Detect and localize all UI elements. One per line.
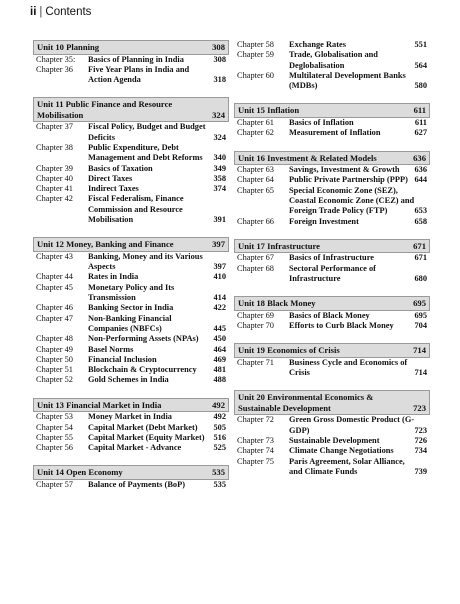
chapter-label: Chapter 48	[36, 334, 73, 344]
chapter-entry[interactable]	[33, 314, 229, 335]
unit-title: Unit 15 Inflation	[238, 105, 300, 116]
chapter-page: 488	[213, 375, 226, 385]
chapter-entry[interactable]	[33, 194, 229, 225]
chapter-label: Chapter 45	[36, 282, 73, 292]
chapter-entry[interactable]	[33, 164, 229, 174]
toc-unit	[234, 343, 430, 378]
unit-page: 695	[413, 298, 426, 309]
chapter-label: Chapter 35:	[36, 54, 76, 64]
chapter-entry[interactable]	[234, 71, 430, 92]
chapter-title: Non-Banking Financial Companies (NBFCs)	[88, 313, 172, 333]
chapter-title: Rates in India	[88, 272, 139, 282]
chapter-entry[interactable]	[234, 175, 430, 185]
chapter-entry[interactable]	[234, 311, 430, 321]
chapter-label: Chapter 64	[237, 175, 274, 185]
chapter-entry[interactable]	[234, 457, 430, 478]
unit-page: 324	[212, 109, 225, 120]
toc-unit	[33, 40, 229, 85]
chapter-page: 580	[414, 81, 427, 91]
chapter-page: 704	[414, 321, 427, 331]
chapter-title: Sectoral Performance of Infrastructure	[289, 263, 376, 283]
unit-title: Unit 13 Financial Market in India	[37, 399, 162, 410]
unit-heading[interactable]	[234, 151, 430, 166]
chapter-label: Chapter 52	[36, 375, 73, 385]
chapter-title: Basics of Taxation	[88, 163, 153, 173]
unit-title: Unit 10 Planning	[37, 42, 100, 52]
chapter-page: 422	[213, 303, 226, 313]
header-title: Contents	[45, 6, 92, 18]
chapter-entry[interactable]	[33, 365, 229, 375]
unit-page: 492	[212, 399, 225, 410]
chapter-page: 318	[213, 75, 226, 85]
chapter-page: 324	[213, 132, 226, 142]
chapter-title: Savings, Investment & Growth	[289, 165, 400, 175]
toc-unit	[234, 40, 430, 91]
chapter-label: Chapter 50	[36, 354, 73, 364]
chapter-entry[interactable]	[33, 272, 229, 282]
chapter-title: Multilateral Development Banks (MDBs)	[289, 70, 406, 91]
chapter-label: Chapter 71	[237, 357, 274, 367]
chapter-label: Chapter 66	[237, 216, 274, 226]
chapter-entry[interactable]	[33, 174, 229, 184]
chapter-label: Chapter 62	[237, 128, 274, 138]
chapter-page: 611	[414, 117, 427, 127]
chapter-title: Sustainable Development	[289, 436, 380, 446]
chapter-title: Public Expenditure, Debt Management and Debt Reforms	[88, 142, 203, 163]
unit-heading[interactable]	[33, 237, 229, 252]
unit-heading[interactable]	[234, 390, 430, 415]
chapter-title: Banking, Money and its Various Aspects	[88, 251, 203, 272]
toc-right-column	[234, 40, 430, 489]
chapter-entry[interactable]	[33, 122, 229, 143]
chapter-entry[interactable]	[33, 443, 229, 453]
chapter-entry[interactable]	[33, 143, 229, 164]
chapter-entry[interactable]	[33, 375, 229, 385]
unit-title: Unit 14 Open Economy	[37, 467, 123, 478]
chapter-label: Chapter 69	[237, 310, 274, 320]
chapter-label: Chapter 42	[36, 194, 73, 204]
chapter-page: 397	[213, 262, 226, 272]
chapter-entry[interactable]	[234, 415, 430, 436]
chapter-title: Exchange Rates	[289, 40, 346, 49]
chapter-label: Chapter 55	[36, 432, 73, 442]
chapter-title: Special Economic Zone (SEZ), Coastal Economic Zone (CEZ) and Foreign Trade Policy (FTP)	[289, 185, 415, 216]
chapter-label: Chapter 43	[36, 251, 73, 261]
chapter-entry[interactable]	[33, 412, 229, 422]
chapter-label: Chapter 57	[36, 479, 73, 489]
unit-heading[interactable]	[33, 398, 229, 413]
chapter-label: Chapter 72	[237, 415, 274, 425]
unit-title: Unit 17 Infrastructure	[238, 240, 320, 251]
chapter-label: Chapter 61	[237, 117, 274, 127]
chapter-title: Five Year Plans in India and Action Agenda	[88, 64, 190, 85]
chapter-title: Blockchain & Cryptocurrency	[88, 365, 197, 375]
chapter-entry[interactable]	[234, 165, 430, 175]
chapter-entry[interactable]	[234, 436, 430, 446]
chapter-page: 481	[213, 365, 226, 375]
chapter-label: Chapter 49	[36, 344, 73, 354]
unit-title: Unit 20 Environmental Economics & Sustainable Development	[238, 392, 374, 413]
chapter-entry[interactable]	[234, 358, 430, 379]
chapter-title: Balance of Payments (BoP)	[88, 479, 185, 489]
chapter-title: Foreign Investment	[289, 216, 359, 226]
chapter-page: 492	[213, 412, 226, 422]
chapter-page: 680	[414, 273, 427, 283]
unit-heading[interactable]	[33, 97, 229, 122]
unit-heading[interactable]	[234, 103, 430, 118]
chapter-title: Monetary Policy and Its Transmission	[88, 282, 175, 303]
toc-unit	[234, 296, 430, 331]
chapter-entry[interactable]	[33, 252, 229, 273]
chapter-title: Fiscal Policy, Budget and Budget Deficits	[88, 122, 206, 142]
chapter-title: Capital Market (Equity Market)	[88, 432, 205, 442]
chapter-label: Chapter 38	[36, 142, 73, 152]
chapter-entry[interactable]	[33, 55, 229, 65]
chapter-entry[interactable]	[33, 283, 229, 304]
toc-unit	[234, 239, 430, 284]
chapter-entry[interactable]	[33, 65, 229, 86]
toc-unit	[33, 97, 229, 225]
chapter-page: 726	[414, 436, 427, 446]
chapter-title: Paris Agreement, Solar Alliance, and Climate Funds	[289, 456, 405, 476]
chapter-label: Chapter 36	[36, 64, 73, 74]
toc-unit	[234, 103, 430, 138]
chapter-title: Capital Market (Debt Market)	[88, 422, 198, 432]
chapter-label: Chapter 70	[237, 321, 274, 331]
toc-left-column	[33, 40, 229, 502]
unit-page: 636	[413, 152, 426, 163]
chapter-title: Capital Market - Advance	[88, 443, 182, 453]
chapter-page: 469	[213, 354, 226, 364]
chapter-page: 516	[213, 432, 226, 442]
chapter-page: 535	[213, 479, 226, 489]
chapter-entry[interactable]	[234, 118, 430, 128]
chapter-page: 349	[213, 163, 226, 173]
chapter-title: Basics of Infrastructure	[289, 253, 374, 263]
chapter-label: Chapter 54	[36, 422, 73, 432]
chapter-label: Chapter 67	[237, 253, 274, 263]
unit-page: 308	[212, 42, 225, 52]
chapter-entry[interactable]	[234, 253, 430, 263]
chapter-page: 308	[213, 54, 226, 64]
chapter-page: 450	[213, 334, 226, 344]
chapter-entry[interactable]	[234, 40, 430, 50]
chapter-page: 374	[213, 184, 226, 194]
chapter-title: Business Cycle and Economics of Crisis	[289, 357, 408, 378]
chapter-label: Chapter 46	[36, 303, 73, 313]
chapter-page: 723	[414, 425, 427, 435]
chapter-entry[interactable]	[33, 345, 229, 355]
chapter-title: Basel Norms	[88, 344, 134, 354]
chapter-entry[interactable]	[33, 355, 229, 365]
chapter-page: 714	[414, 368, 427, 378]
chapter-title: Climate Change Negotiations	[289, 446, 394, 456]
chapter-page: 653	[414, 206, 427, 216]
chapter-label: Chapter 39	[36, 163, 73, 173]
chapter-page: 671	[414, 253, 427, 263]
chapter-title: Non-Performing Assets (NPAs)	[88, 334, 199, 344]
unit-page: 671	[413, 240, 426, 251]
chapter-label: Chapter 53	[36, 412, 73, 422]
chapter-label: Chapter 40	[36, 173, 73, 183]
chapter-label: Chapter 74	[237, 446, 274, 456]
chapter-page: 636	[414, 165, 427, 175]
page-header	[30, 6, 91, 18]
chapter-title: Fiscal Federalism, Finance Commission and Resource Mobilisation	[88, 194, 184, 225]
chapter-title: Basics of Black Money	[289, 310, 370, 320]
chapter-page: 525	[213, 443, 226, 453]
chapter-page: 391	[213, 215, 226, 225]
toc-unit	[33, 398, 229, 454]
unit-heading[interactable]	[33, 40, 229, 55]
header-separator: |	[39, 6, 43, 18]
chapter-label: Chapter 73	[237, 436, 274, 446]
chapter-title: Measurement of Inflation	[289, 128, 381, 138]
chapter-entry[interactable]	[33, 480, 229, 490]
chapter-label: Chapter 65	[237, 185, 274, 195]
unit-title: Unit 12 Money, Banking and Finance	[37, 239, 174, 250]
toc-unit	[33, 465, 229, 490]
chapter-title: Green Gross Domestic Product (G-GDP)	[289, 415, 415, 435]
chapter-entry[interactable]	[33, 433, 229, 443]
unit-page: 611	[413, 105, 426, 116]
chapter-label: Chapter 63	[237, 165, 274, 175]
chapter-label: Chapter 75	[237, 456, 274, 466]
chapter-label: Chapter 59	[237, 50, 274, 60]
chapter-entry[interactable]	[234, 186, 430, 217]
unit-heading[interactable]	[234, 296, 430, 311]
chapter-page: 505	[213, 422, 226, 432]
unit-heading[interactable]	[234, 343, 430, 358]
unit-title: Unit 18 Black Money	[238, 298, 316, 309]
chapter-title: Trade, Globalisation and Deglobalisation	[289, 50, 378, 70]
chapter-entry[interactable]	[234, 264, 430, 285]
chapter-title: Banking Sector in India	[88, 303, 174, 313]
chapter-title: Gold Schemes in India	[88, 375, 169, 385]
chapter-entry[interactable]	[234, 50, 430, 71]
unit-page: 535	[212, 467, 225, 478]
chapter-page: 658	[414, 216, 427, 226]
chapter-entry[interactable]	[234, 446, 430, 456]
chapter-entry[interactable]	[234, 128, 430, 138]
chapter-title: Indirect Taxes	[88, 184, 139, 194]
chapter-page: 564	[414, 60, 427, 70]
chapter-page: 644	[414, 175, 427, 185]
chapter-page: 734	[414, 446, 427, 456]
chapter-page: 410	[213, 272, 226, 282]
chapter-label: Chapter 47	[36, 313, 73, 323]
chapter-entry[interactable]	[33, 423, 229, 433]
chapter-page: 739	[414, 466, 427, 476]
chapter-label: Chapter 51	[36, 365, 73, 375]
unit-page: 714	[413, 345, 426, 356]
chapter-page: 445	[213, 323, 226, 333]
unit-heading[interactable]	[234, 239, 430, 254]
unit-title: Unit 16 Investment & Related Models	[238, 152, 377, 163]
chapter-label: Chapter 56	[36, 443, 73, 453]
chapter-title: Money Market in India	[88, 412, 172, 422]
chapter-label: Chapter 37	[36, 122, 73, 132]
chapter-label: Chapter 58	[237, 40, 274, 49]
unit-page: 723	[413, 402, 426, 413]
unit-page: 397	[212, 239, 225, 250]
chapter-entry[interactable]	[33, 334, 229, 344]
chapter-page: 627	[414, 128, 427, 138]
chapter-entry[interactable]	[33, 303, 229, 313]
unit-title: Unit 19 Economics of Crisis	[238, 345, 340, 356]
chapter-title: Basics of Planning in India	[88, 54, 184, 64]
toc-unit	[234, 151, 430, 227]
chapter-page: 464	[213, 344, 226, 354]
unit-heading[interactable]	[33, 465, 229, 480]
chapter-entry[interactable]	[33, 184, 229, 194]
chapter-page: 340	[213, 153, 226, 163]
chapter-title: Direct Taxes	[88, 173, 133, 183]
toc-unit	[33, 237, 229, 385]
chapter-page: 551	[414, 40, 427, 49]
chapter-entry[interactable]	[234, 321, 430, 331]
page-number: ii	[30, 6, 37, 18]
chapter-label: Chapter 41	[36, 184, 73, 194]
unit-title: Unit 11 Public Finance and Resource Mobilisation	[37, 99, 173, 120]
chapter-entry[interactable]	[234, 217, 430, 227]
chapter-title: Public Private Partnership (PPP)	[289, 175, 408, 185]
chapter-label: Chapter 44	[36, 272, 73, 282]
chapter-label: Chapter 60	[237, 70, 274, 80]
chapter-title: Basics of Inflation	[289, 117, 354, 127]
chapter-page: 695	[414, 310, 427, 320]
toc-unit	[234, 390, 430, 477]
chapter-page: 358	[213, 173, 226, 183]
chapter-title: Financial Inclusion	[88, 354, 157, 364]
chapter-page: 414	[213, 293, 226, 303]
chapter-title: Efforts to Curb Black Money	[289, 321, 394, 331]
chapter-label: Chapter 68	[237, 263, 274, 273]
